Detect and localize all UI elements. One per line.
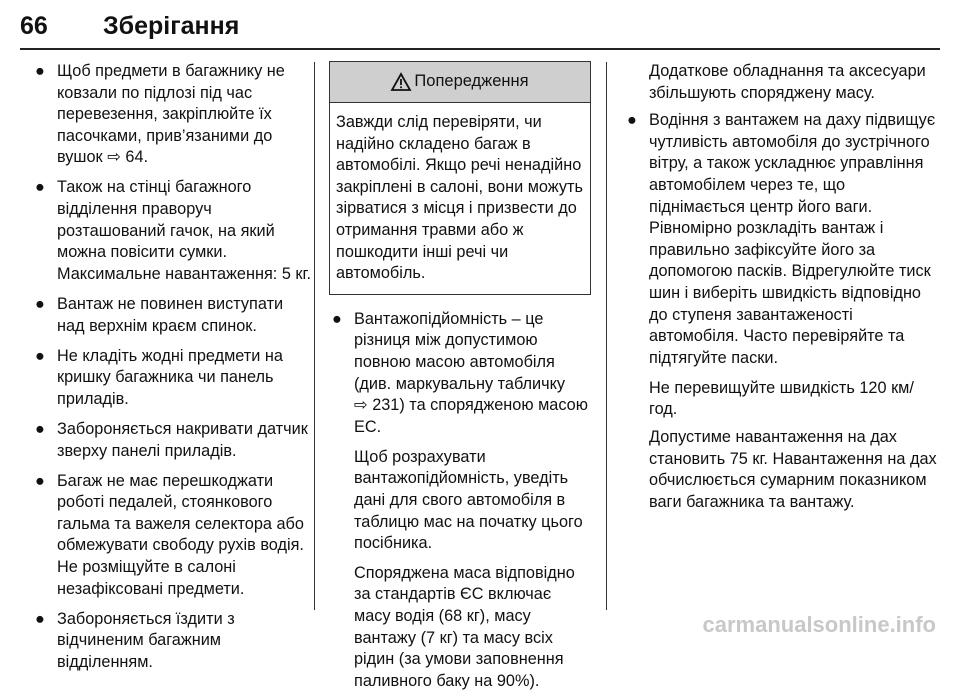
page-ref-icon: ⇨	[107, 148, 121, 167]
warning-triangle-icon	[391, 73, 411, 91]
column-left	[32, 61, 314, 682]
paragraph: Не перевищуйте швидкість 120 км/год.	[649, 378, 914, 419]
bullet-icon: ●	[35, 471, 45, 490]
page-ref-icon: ⇨	[354, 396, 368, 415]
page-number: 66	[20, 12, 48, 40]
paragraph: Щоб розрахувати вантажопідйомність, уведіть дані для свого автомобіля в таблицю мас на початку цього посібника.	[354, 447, 583, 553]
list-item: ● Також на стінці багажного відділення праворуч розташований гачок, на який можна повісити сумки. Максимальне навантаження: 5 кг.	[35, 178, 311, 283]
bullet-icon: ●	[332, 309, 342, 328]
section-title: Зберігання	[103, 12, 240, 40]
paragraph: Допустиме навантаження на дах становить 75 кг. Навантаження на дах обчислюється сумарним показником ваги багажника та вантажу.	[649, 428, 937, 511]
paragraph: Додаткове обладнання та аксесуари збільшують споряджену масу.	[649, 62, 926, 102]
column-right	[624, 61, 940, 519]
column-middle	[329, 61, 591, 700]
list-item: ● Водіння з вантажем на даху підвищує чутливість автомобіля до зустрічного вітру, а також ускладнює управління автомобілем через те, що піднімається центр його ваги. Рівномірно розкладіть вантаж і правильно зафіксуйте його за допомогою пасків. Відрегулюйте тиск шин і виберіть швидкість відповідно до ступеня завантаженості автомобіля. Часто перевіряйте та підтягуйте паски.	[627, 111, 936, 367]
column-divider-left	[314, 62, 315, 610]
bullet-icon: ●	[35, 294, 45, 313]
page-ref-link[interactable]: 231) та спорядженою масою ЕС.	[354, 396, 588, 436]
bullet-icon: ●	[35, 346, 45, 365]
column-divider-right	[606, 62, 607, 610]
bullet-icon: ●	[35, 178, 45, 197]
list-item: ● Забороняється їздити з відчиненим багажним відділенням.	[35, 609, 235, 671]
page-ref-link[interactable]: 64.	[125, 148, 149, 167]
list-item: ● Щоб предмети в багажнику не ковзали по підлозі під час перевезення, закріплюйте їх пасочками, прив’язаними до вушок ⇨ 64.	[35, 62, 285, 167]
watermark: carmanualsonline.info	[702, 612, 936, 637]
warning-header	[330, 62, 590, 103]
page-header	[20, 10, 940, 50]
warning-title: Попередження	[414, 72, 529, 91]
list-item: ● Багаж не має перешкоджати роботі педалей, стоянкового гальма та важеля селектора або обмежувати свободу рухів водія. Не розміщуйте в салоні незафіксовані предмети.	[35, 471, 304, 598]
list-item: ● Вантажопідйомність – це різниця між допустимою повною масою автомобіля (див. маркувальну табличку ⇨ 231) та спорядженою масою ЕС.	[332, 309, 588, 436]
list-item: ● Вантаж не повинен виступати над верхнім краєм спинок.	[35, 294, 284, 335]
warning-body: Завжди слід перевіряти, чи надійно складено багаж в автомобілі. Якщо речі ненадійно закріплені в салоні, вони можуть зірватися з місця і призвести до отримання травми або ж пошкодити інші речі чи автомобіль.	[336, 113, 583, 283]
bullet-icon: ●	[35, 62, 45, 80]
list-item: ● Не кладіть жодні предмети на кришку багажника чи панель приладів.	[35, 346, 283, 408]
warning-box	[329, 61, 591, 295]
bullet-icon: ●	[35, 609, 45, 628]
bullet-icon: ●	[627, 111, 637, 130]
bullet-icon: ●	[35, 419, 45, 438]
paragraph: Споряджена маса відповідно за стандартів ЄС включає масу водія (68 кг), масу вантажу (7 кг) та масу всіх рідин (за умови заповнення паливного баку на 90%).	[354, 563, 575, 690]
list-item: ● Забороняється накривати датчик зверху панелі приладів.	[35, 419, 308, 460]
